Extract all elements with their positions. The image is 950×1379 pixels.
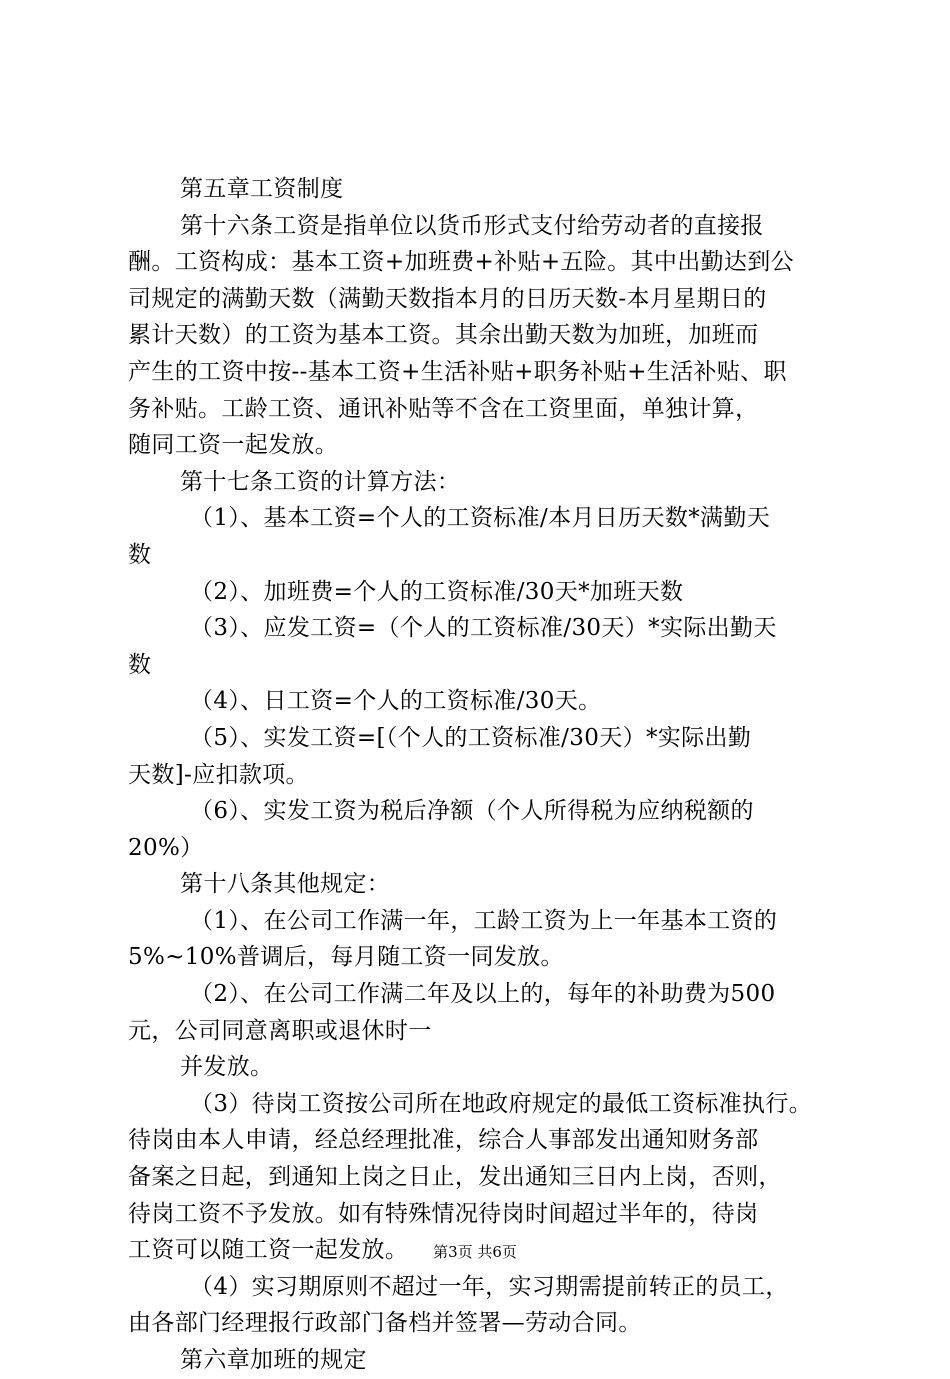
text-line: 工资可以随工资一起发放。 xyxy=(128,1237,409,1264)
text-line: 司规定的满勤天数（满勤天数指本月的日历天数-本月星期日的 xyxy=(128,285,767,312)
text-line: 数 xyxy=(128,651,152,678)
text-line: 备案之日起，到通知上岗之日止，发出通知三日内上岗，否则， xyxy=(128,1164,782,1191)
text-line: 元，公司同意离职或退休时一 xyxy=(128,1017,432,1044)
text-line: 待岗由本人申请，经总经理批准，综合人事部发出通知财务部 xyxy=(128,1127,759,1154)
text-line: （3）待岗工资按公司所在地政府规定的最低工资标准执行。 xyxy=(190,1090,813,1117)
text-line: 并发放。 xyxy=(180,1054,274,1081)
text-line: （4）实习期原则不超过一年，实习期需提前转正的员工， xyxy=(190,1273,789,1300)
text-line: 数 xyxy=(128,541,152,568)
text-line: （2）、加班费=个人的工资标准/30天*加班天数 xyxy=(190,578,684,605)
text-line: 第十八条其他规定： xyxy=(180,871,391,898)
text-line: 第六章加班的规定 xyxy=(180,1347,367,1373)
page-footer: 第3页 共6页 xyxy=(433,1243,517,1261)
text-line: （2）、在公司工作满二年及以上的，每年的补助费为500 xyxy=(190,981,776,1008)
text-line: 由各部门经理报行政部门备档并签署—劳动合同。 xyxy=(128,1310,642,1337)
text-line: （6）、实发工资为税后净额（个人所得税为应纳税额的 xyxy=(190,798,754,825)
text-line: 第五章工资制度 xyxy=(180,176,344,202)
text-line: 产生的工资中按--基本工资+生活补贴+职务补贴+生活补贴、职 xyxy=(128,358,787,385)
document-body xyxy=(128,171,828,1379)
text-line: （1）、基本工资=个人的工资标准/本月日历天数*满勤天 xyxy=(190,505,771,532)
text-line: 随同工资一起发放。 xyxy=(128,432,339,459)
text-line: （1）、在公司工作满一年，工龄工资为上一年基本工资的 xyxy=(190,907,778,934)
text-line: 第十七条工资的计算方法： xyxy=(180,468,461,495)
text-line: 务补贴。工龄工资、通讯补贴等不含在工资里面，单独计算， xyxy=(128,395,759,422)
text-line: （3）、应发工资=（个人的工资标准/30天）*实际出勤天 xyxy=(190,615,777,642)
text-line: 酬。工资构成：基本工资+加班费+补贴+五险。其中出勤达到公 xyxy=(128,249,794,276)
text-line: 累计天数）的工资为基本工资。其余出勤天数为加班，加班而 xyxy=(128,322,759,349)
text-line: 5%~10%普调后，每月随工资一同发放。 xyxy=(128,944,564,971)
text-line: 待岗工资不予发放。如有特殊情况待岗时间超过半年的，待岗 xyxy=(128,1200,759,1227)
text-line: 天数]-应扣款项。 xyxy=(128,761,309,788)
text-line: （4）、日工资=个人的工资标准/30天。 xyxy=(190,688,602,715)
text-line: 20%） xyxy=(128,834,204,861)
text-line: 第十六条工资是指单位以货币形式支付给劳动者的直接报 xyxy=(180,212,764,239)
text-line: （5）、实发工资=[（个人的工资标准/30天）*实际出勤 xyxy=(190,724,752,751)
